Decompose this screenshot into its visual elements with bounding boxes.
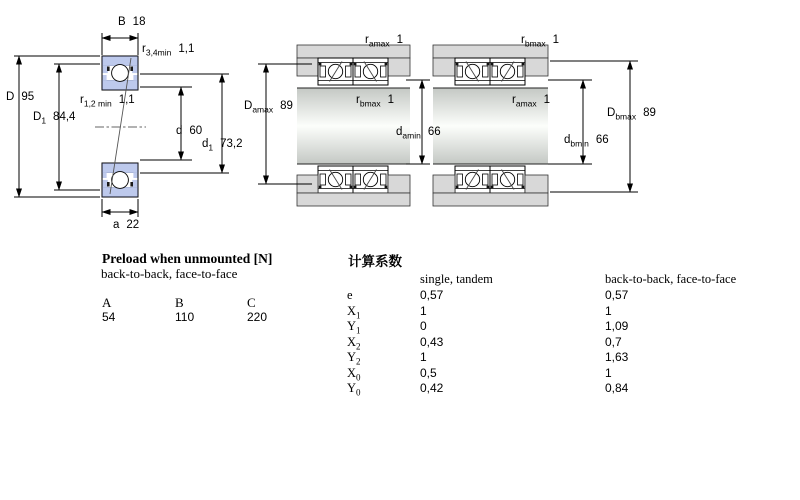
dim-label-r34min: $r_{3,4min}$ 1,1 — [142, 43, 195, 58]
dim-label-D1: $D_1$ 84,4 — [33, 111, 76, 126]
dim-d — [140, 87, 192, 160]
bearing-cross-section — [95, 56, 146, 197]
preload-col-header: A — [102, 295, 112, 310]
dim-D1 — [54, 64, 100, 190]
dim-Dbmax — [550, 61, 638, 192]
calc-factors-title: 计算系数 — [348, 254, 402, 269]
dim-label-rbmax-right: $r_{bmax}$ 1 — [521, 34, 560, 49]
dim-label-dbmin: $d_{bmin}$ 66 — [564, 134, 609, 149]
factor-single: 0,42 — [420, 381, 444, 395]
factor-btb: 1,63 — [605, 350, 629, 364]
calc-col2-header: back-to-back, face-to-face — [605, 272, 737, 286]
dim-a — [102, 199, 138, 217]
preload-col-header: C — [247, 295, 256, 310]
factor-btb: 1 — [605, 365, 612, 380]
preload-value-B: 110 — [175, 310, 195, 324]
preload-value-A: 54 — [102, 310, 116, 324]
factor-btb: 0,84 — [605, 381, 629, 395]
factor-label: $Y_0$ — [347, 381, 361, 398]
factor-single: 0,5 — [420, 365, 437, 380]
dim-label-B: B 18 — [118, 16, 146, 28]
factor-single: 0 — [420, 319, 427, 333]
arrangement-back-to-back — [297, 45, 410, 206]
calc-factors-table — [347, 288, 765, 397]
preload-title: Preload when unmounted [N] — [102, 251, 273, 266]
dim-dbmin — [548, 80, 592, 164]
dim-label-d1: $d_1$ 73,2 — [202, 138, 243, 153]
factor-single: 0,43 — [420, 334, 444, 349]
preload-col-header: B — [175, 295, 184, 310]
dim-D — [14, 56, 100, 197]
factor-label: $Y_1$ — [347, 319, 361, 336]
dim-label-D: D 95 — [6, 91, 35, 103]
dim-B — [102, 33, 138, 55]
dim-label-rbmax-left: $r_{bmax}$ 1 — [356, 94, 395, 109]
factor-label: $X_0$ — [347, 365, 361, 382]
calc-col1-header: single, tandem — [420, 272, 493, 286]
dim-d1 — [140, 74, 229, 173]
factor-label: $Y_2$ — [347, 350, 361, 367]
preload-table — [102, 295, 327, 325]
dim-label-Dbmax: $D_{bmax}$ 89 — [607, 107, 656, 122]
dim-label-ramax-right: $r_{amax}$ 1 — [512, 94, 551, 109]
dim-label-r12min: $r_{1,2 min}$ 1,1 — [80, 94, 135, 109]
factor-label: $X_1$ — [347, 303, 361, 320]
dim-label-d: d 60 — [176, 125, 203, 137]
factor-label: $X_2$ — [347, 334, 361, 351]
factor-btb: 1 — [605, 303, 612, 318]
factor-label: e — [347, 288, 353, 302]
dim-label-a: a 22 — [113, 219, 140, 231]
factor-single: 0,57 — [420, 288, 444, 302]
dim-label-ramax-left: $r_{amax}$ 1 — [365, 34, 404, 49]
arrangement-face-to-face — [433, 45, 551, 206]
factor-single: 1 — [420, 350, 427, 364]
dim-label-Damax: $D_{amax}$ 89 — [244, 100, 293, 115]
factor-single: 1 — [420, 303, 427, 318]
factor-btb: 1,09 — [605, 319, 629, 333]
preload-value-C: 220 — [247, 310, 268, 324]
factor-btb: 0,7 — [605, 334, 622, 349]
dim-label-damin: $d_{amin}$ 66 — [396, 126, 441, 141]
preload-subtitle: back-to-back, face-to-face — [101, 266, 238, 281]
factor-btb: 0,57 — [605, 288, 629, 302]
